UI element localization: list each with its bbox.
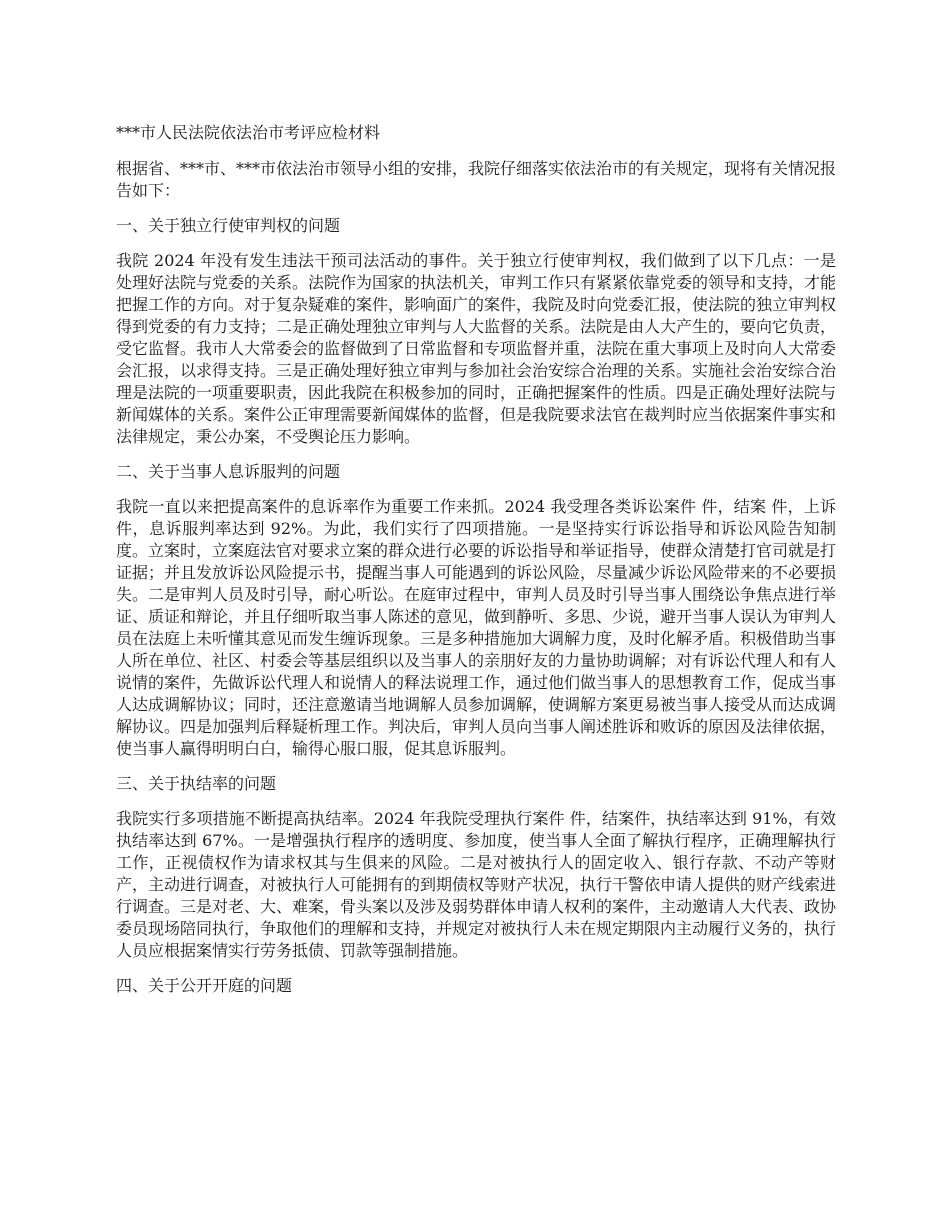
- section-heading-1: 一、关于独立行使审判权的问题: [116, 216, 341, 235]
- section-body-3: 我院实行多项措施不断提高执结率。2024 年我院受理执行案件 件，结案件，执结率达到 91%，有效执结率达到 67%。一是增强执行程序的透明度、参加度，使当事人全面了解执行程序，正确理解执行工作，正视债权作为请求权其与生俱来的风险。二是对被执行人的固定收入、银行存款、不动产等财产，主动进行调查，对被执行人可能拥有的到期债权等财产状况，执行干警依申请人提供的财产线索进行调查。三是对老、大、难案，骨头案以及涉及弱势群体申请人权利的案件，主动邀请人大代表、政协委员现场陪同执行，争取他们的理解和支持，并规定对被执行人未在规定期限内主动履行义务的，执行人员应根据案情实行劳务抵债、罚款等强制措施。: [116, 809, 837, 960]
- intro-paragraph: 根据省、***市、***市依法治市领导小组的安排，我院仔细落实依法治市的有关规定，现将有关情况报告如下：: [116, 159, 837, 200]
- document-page: [116, 122, 836, 1010]
- section-body-1: 我院 2024 年没有发生违法干预司法活动的事件。关于独立行使审判权，我们做到了以下几点：一是处理好法院与党委的关系。法院作为国家的执法机关，审判工作只有紧紧依靠党委的领导和支持，才能把握工作的方向。对于复杂疑难的案件，影响面广的案件，我院及时向党委汇报，使法院的独立审判权得到党委的有力支持；二是正确处理独立审判与人大监督的关系。法院是由人大产生的，要向它负责，受它监督。我市人大常委会的监督做到了日常监督和专项监督并重，法院在重大事项上及时向人大常委会汇报，以求得支持。三是正确处理好独立审判与参加社会治安综合治理的关系。实施社会治安综合治理是法院的一项重要职责，因此我院在积极参加的同时，正确把握案件的性质。四是正确处理好法院与新闻媒体的关系。案件公正审理需要新闻媒体的监督，但是我院要求法官在裁判时应当依据案件事实和法律规定，秉公办案，不受舆论压力影响。: [116, 251, 837, 446]
- section-body-2: 我院一直以来把提高案件的息诉率作为重要工作来抓。2024 我受理各类诉讼案件 件，结案 件，上诉 件，息诉服判率达到 92%。为此，我们实行了四项措施。一是坚持实行诉讼指导和诉讼风险告知制度。立案时，立案庭法官对要求立案的群众进行必要的诉讼指导和举证指导，使群众清楚打官司就是打证据；并且发放诉讼风险提示书，提醒当事人可能遇到的诉讼风险，尽量减少诉讼风险带来的不必要损失。二是审判人员及时引导，耐心听讼。在庭审过程中，审判人员及时引导当事人围绕讼争焦点进行举证、质证和辩论，并且仔细听取当事人陈述的意见，做到静听、多思、少说，避开当事人误认为审判人员在法庭上未听懂其意见而发生缠诉现象。三是多种措施加大调解力度，及时化解矛盾。积极借助当事人所在单位、社区、村委会等基层组织以及当事人的亲朋好友的力量协助调解；对有诉讼代理人和有人说情的案件，先做诉讼代理人和说情人的释法说理工作，通过他们做当事人的思想教育工作，促成当事人达成调解协议；同时，还注意邀请当地调解人员参加调解，使调解方案更易被当事人接受从而达成调解协议。四是加强判后释疑析理工作。判决后，审判人员向当事人阐述胜诉和败诉的原因及法律依据，使当事人赢得明明白白，输得心服口服，促其息诉服判。: [116, 497, 837, 758]
- section-heading-2: 二、关于当事人息诉服判的问题: [116, 462, 341, 481]
- section-heading-4: 四、关于公开开庭的问题: [116, 976, 293, 995]
- section-heading-3: 三、关于执结率的问题: [116, 774, 277, 793]
- document-title: ***市人民法院依法治市考评应检材料: [116, 123, 381, 142]
